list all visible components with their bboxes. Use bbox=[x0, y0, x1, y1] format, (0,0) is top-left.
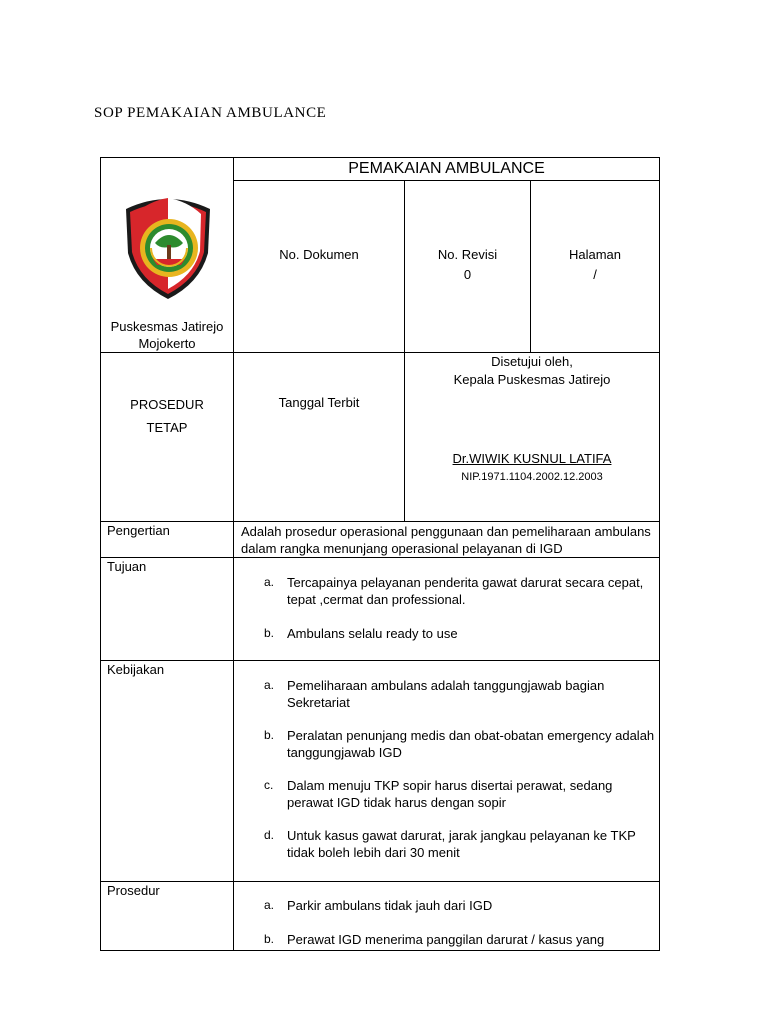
halaman-label: Halaman bbox=[568, 247, 622, 262]
list-marker: d. bbox=[264, 828, 275, 842]
list-marker: b. bbox=[264, 626, 275, 640]
kebijakan-content bbox=[234, 661, 660, 882]
no-dokumen-cell bbox=[234, 181, 405, 353]
sop-header-title: PEMAKAIAN AMBULANCE bbox=[234, 158, 660, 181]
list-item-line: Untuk kasus gawat darurat, jarak jangkau pelayanan ke TKP bbox=[287, 828, 636, 843]
list-item bbox=[234, 827, 659, 861]
list-marker: b. bbox=[264, 728, 275, 742]
list-item bbox=[234, 897, 659, 914]
procedure-type-cell bbox=[101, 353, 234, 522]
approval-line: Kepala Puskesmas Jatirejo bbox=[453, 372, 611, 387]
list-marker: a. bbox=[264, 575, 275, 589]
list-item-line: Peralatan penunjang medis dan obat-obatan emergency adalah bbox=[287, 728, 655, 743]
list-item-line: Pemeliharaan ambulans adalah tanggungjawab bagian bbox=[287, 678, 605, 693]
no-dokumen-label: No. Dokumen bbox=[279, 247, 359, 262]
approver-name: Dr.WIWIK KUSNUL LATIFA bbox=[452, 451, 612, 466]
pengertian-line: Adalah prosedur operasional penggunaan dan pemeliharaan ambulans bbox=[241, 524, 651, 539]
tujuan-list bbox=[234, 558, 659, 642]
procedure-type-line: TETAP bbox=[146, 420, 188, 435]
tujuan-label: Tujuan bbox=[101, 558, 234, 661]
tujuan-content bbox=[234, 558, 660, 661]
tanggal-terbit-cell bbox=[234, 353, 405, 522]
list-item-line: Ambulans selalu ready to use bbox=[287, 626, 458, 641]
halaman-cell bbox=[531, 181, 660, 353]
list-item-line: Sekretariat bbox=[287, 695, 350, 710]
list-item bbox=[234, 625, 659, 642]
approval-line: Disetujui oleh, bbox=[491, 354, 573, 369]
prosedur-label: Prosedur bbox=[101, 882, 234, 951]
list-item-line: Parkir ambulans tidak jauh dari IGD bbox=[287, 898, 493, 913]
document-title: SOP PEMAKAIAN AMBULANCE bbox=[94, 105, 327, 121]
halaman-value: / bbox=[593, 267, 597, 282]
organization-line: Mojokerto bbox=[138, 336, 196, 351]
procedure-type-line: PROSEDUR bbox=[130, 397, 204, 412]
pengertian-line: dalam rangka menunjang operasional pelayanan di IGD bbox=[241, 541, 563, 556]
kebijakan-list bbox=[234, 661, 659, 861]
regional-emblem-icon bbox=[120, 191, 216, 301]
list-item-line: Perawat IGD menerima panggilan darurat / kasus yang bbox=[287, 932, 605, 947]
list-item-line: perawat IGD tidak harus dengan sopir bbox=[287, 795, 506, 810]
list-item bbox=[234, 931, 659, 948]
pengertian-text bbox=[234, 522, 660, 558]
logo-cell bbox=[101, 158, 234, 353]
no-revisi-cell bbox=[405, 181, 531, 353]
list-item bbox=[234, 777, 659, 811]
list-item-line: tidak boleh lebih dari 30 menit bbox=[287, 845, 460, 860]
list-marker: a. bbox=[264, 678, 275, 692]
list-item bbox=[234, 727, 659, 761]
organization-name bbox=[101, 318, 233, 352]
list-item-line: Dalam menuju TKP sopir harus disertai perawat, sedang bbox=[287, 778, 613, 793]
no-revisi-value: 0 bbox=[463, 267, 472, 282]
list-item-line: Tercapainya pelayanan penderita gawat darurat secara cepat, bbox=[287, 575, 644, 590]
tanggal-terbit-label: Tanggal Terbit bbox=[278, 395, 360, 410]
no-revisi-label: No. Revisi bbox=[437, 247, 498, 262]
approval-cell bbox=[405, 353, 660, 522]
list-marker: b. bbox=[264, 932, 275, 946]
list-marker: a. bbox=[264, 898, 275, 912]
organization-line: Puskesmas Jatirejo bbox=[110, 319, 224, 334]
sop-table bbox=[100, 157, 660, 951]
kebijakan-label: Kebijakan bbox=[101, 661, 234, 882]
list-item-line: tepat ,cermat dan professional. bbox=[287, 592, 466, 607]
list-item bbox=[234, 574, 659, 608]
list-item-line: tanggungjawab IGD bbox=[287, 745, 402, 760]
pengertian-label: Pengertian bbox=[101, 522, 234, 558]
approver-nip: NIP.1971.1104.2002.12.2003 bbox=[461, 471, 603, 483]
prosedur-content bbox=[234, 882, 660, 951]
list-item bbox=[234, 677, 659, 711]
prosedur-list bbox=[234, 882, 659, 948]
list-marker: c. bbox=[264, 778, 274, 792]
